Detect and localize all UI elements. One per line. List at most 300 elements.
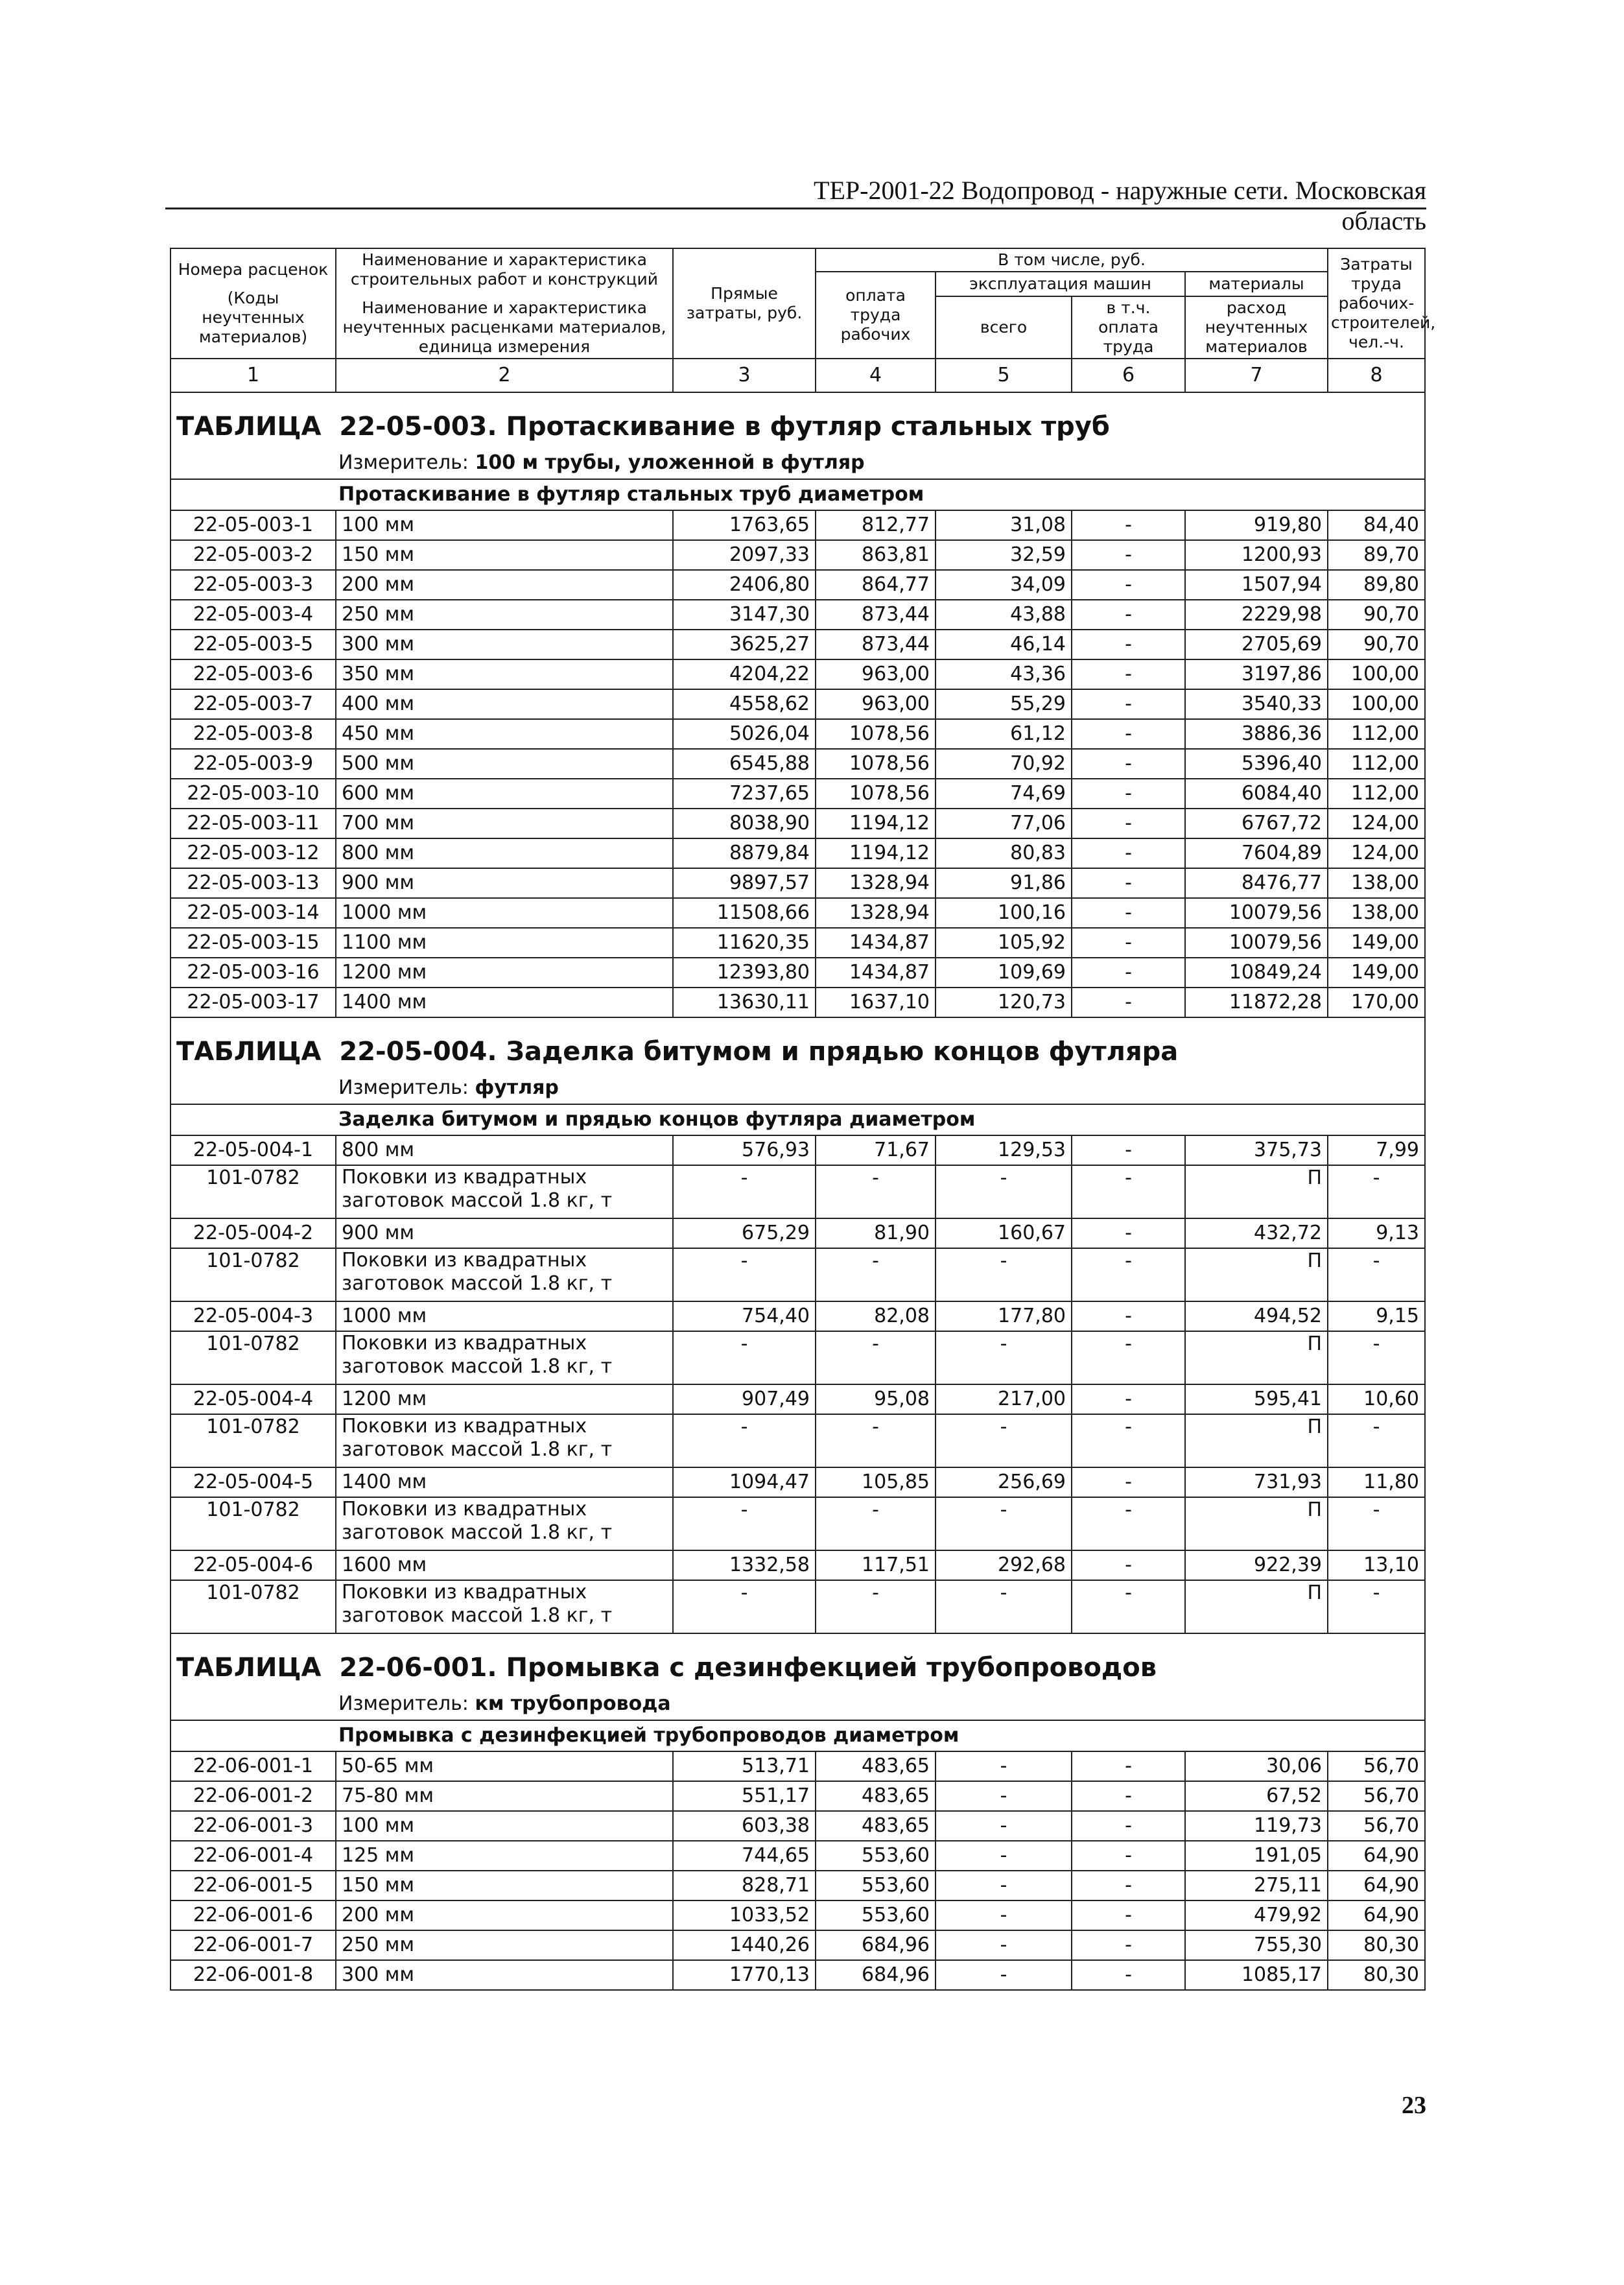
labor-cost: - [816,1414,936,1467]
materials-cost: П [1185,1331,1328,1384]
rate-code: 22-05-004-1 [171,1135,336,1165]
labor-hours: 138,00 [1328,898,1425,928]
table-row [171,809,1425,838]
labor-hours: 11,80 [1328,1467,1425,1497]
machine-labor-cost: - [1072,898,1185,928]
labor-hours: 100,00 [1328,659,1425,689]
direct-cost: 1094,47 [673,1467,816,1497]
labor-cost: 483,65 [816,1781,936,1811]
labor-cost: 873,44 [816,600,936,630]
materials-cost: П [1185,1165,1328,1218]
labor-hours: - [1328,1580,1425,1633]
labor-cost: 553,60 [816,1841,936,1871]
labor-hours: 9,15 [1328,1301,1425,1331]
column-number: 2 [336,359,673,392]
work-name: Поковки из квадратных заготовок массой 1.8 кг, т [336,1497,673,1550]
machine-cost: 109,69 [936,958,1072,988]
col7-header: расход неучтенных материалов [1185,296,1328,359]
machine-labor-cost: - [1072,570,1185,600]
machine-labor-cost: - [1072,1580,1185,1633]
labor-hours: 64,90 [1328,1871,1425,1900]
machine-labor-cost: - [1072,630,1185,659]
table-title-code: 22-05-004. [339,1037,497,1067]
rate-code: 22-05-003-4 [171,600,336,630]
rate-code: 22-05-003-9 [171,749,336,779]
table-row [171,659,1425,689]
col6-header: в т.ч. оплата труда [1072,296,1185,359]
machine-cost: 34,09 [936,570,1072,600]
work-name: 1600 мм [336,1550,673,1580]
rate-code: 101-0782 [171,1248,336,1301]
rate-code: 22-05-004-3 [171,1301,336,1331]
direct-cost: - [673,1248,816,1301]
labor-cost: 1194,12 [816,809,936,838]
rate-code: 22-05-004-6 [171,1550,336,1580]
table-row [171,1414,1425,1467]
table-row [171,838,1425,868]
machine-cost: - [936,1781,1072,1811]
materials-cost: 6767,72 [1185,809,1328,838]
labor-cost: 963,00 [816,659,936,689]
materials-cost: П [1185,1580,1328,1633]
labor-cost: 71,67 [816,1135,936,1165]
section-subtitle: Протаскивание в футляр стальных труб диаметром [171,479,1425,510]
table-title-text: Заделка битумом и прядью концов футляра [506,1037,1179,1067]
direct-cost: 1033,52 [673,1900,816,1930]
materials-cost: 6084,40 [1185,779,1328,809]
table-row [171,510,1425,540]
materials-cost: 67,52 [1185,1781,1328,1811]
work-name: 1000 мм [336,1301,673,1331]
work-name: 1400 мм [336,1467,673,1497]
materials-cost: 3540,33 [1185,689,1328,719]
work-name: 50-65 мм [336,1751,673,1781]
labor-hours: 56,70 [1328,1751,1425,1781]
labor-cost: 117,51 [816,1550,936,1580]
subtitle-row [171,1720,1425,1751]
rate-code: 22-05-003-15 [171,928,336,958]
materials-cost: 1507,94 [1185,570,1328,600]
table-row [171,1930,1425,1960]
work-name: 500 мм [336,749,673,779]
page-number: 23 [1402,2092,1426,2119]
materials-cost: П [1185,1248,1328,1301]
rates-table [170,248,1436,1991]
labor-hours: 138,00 [1328,868,1425,898]
materials-cost: 10849,24 [1185,958,1328,988]
direct-cost: - [673,1414,816,1467]
machine-labor-cost: - [1072,1960,1185,1990]
direct-cost: 8879,84 [673,838,816,868]
table-row [171,988,1425,1017]
rate-code: 22-05-003-10 [171,779,336,809]
labor-cost: 105,85 [816,1467,936,1497]
rate-code: 22-05-003-8 [171,719,336,749]
machine-cost: 80,83 [936,838,1072,868]
table-title-row [171,1017,1425,1072]
work-name: Поковки из квадратных заготовок массой 1.8 кг, т [336,1331,673,1384]
machine-cost: - [936,1871,1072,1900]
labor-hours: 56,70 [1328,1811,1425,1841]
machine-labor-cost: - [1072,540,1185,570]
col1-bottom: (Коды неучтенных материалов) [198,289,308,346]
direct-cost: - [673,1165,816,1218]
meter-value: футляр [475,1076,559,1099]
machine-cost: - [936,1248,1072,1301]
machine-labor-cost: - [1072,1384,1185,1414]
machine-labor-cost: - [1072,659,1185,689]
labor-hours: - [1328,1165,1425,1218]
work-name: 1000 мм [336,898,673,928]
table-row [171,868,1425,898]
materials-cost: 30,06 [1185,1751,1328,1781]
table-title-prefix: ТАБЛИЦА [176,1653,322,1683]
work-name: Поковки из квадратных заготовок массой 1.8 кг, т [336,1414,673,1467]
labor-hours: 9,13 [1328,1218,1425,1248]
work-name: 100 мм [336,1811,673,1841]
machine-labor-cost: - [1072,1248,1185,1301]
machine-cost: 100,16 [936,898,1072,928]
column-number: 8 [1328,359,1425,392]
labor-hours: 112,00 [1328,779,1425,809]
machines-header: эксплуатация машин [936,272,1185,296]
materials-cost: 432,72 [1185,1218,1328,1248]
table-row [171,1900,1425,1930]
work-name: 700 мм [336,809,673,838]
labor-cost: - [816,1580,936,1633]
direct-cost: 8038,90 [673,809,816,838]
table-title-row [171,392,1425,447]
subtitle-row [171,1104,1425,1135]
direct-cost: 2097,33 [673,540,816,570]
direct-cost: 1332,58 [673,1550,816,1580]
table-title-prefix: ТАБЛИЦА [176,412,322,442]
rate-code: 22-05-003-3 [171,570,336,600]
table-title-code: 22-06-001. [339,1653,497,1683]
labor-cost: 1434,87 [816,958,936,988]
rate-code: 101-0782 [171,1331,336,1384]
rate-code: 22-06-001-7 [171,1930,336,1960]
work-name: Поковки из квадратных заготовок массой 1.8 кг, т [336,1580,673,1633]
direct-cost: 907,49 [673,1384,816,1414]
materials-cost: 2705,69 [1185,630,1328,659]
labor-hours: 170,00 [1328,988,1425,1017]
labor-cost: - [816,1165,936,1218]
work-name: 900 мм [336,868,673,898]
machine-cost: 160,67 [936,1218,1072,1248]
labor-cost: 1637,10 [816,988,936,1017]
section-subtitle: Заделка битумом и прядью концов футляра диаметром [171,1104,1425,1135]
machine-labor-cost: - [1072,1930,1185,1960]
direct-cost: 5026,04 [673,719,816,749]
materials-cost: 11872,28 [1185,988,1328,1017]
materials-cost: 479,92 [1185,1900,1328,1930]
direct-cost: 675,29 [673,1218,816,1248]
direct-cost: 603,38 [673,1811,816,1841]
rate-code: 22-05-003-11 [171,809,336,838]
materials-cost: 10079,56 [1185,898,1328,928]
machine-cost: 32,59 [936,540,1072,570]
column-number-row [171,359,1425,392]
labor-hours: - [1328,1497,1425,1550]
machine-labor-cost: - [1072,689,1185,719]
direct-cost: 13630,11 [673,988,816,1017]
labor-hours: 80,30 [1328,1930,1425,1960]
table-row [171,928,1425,958]
meter-row [171,1072,1425,1104]
work-name: 150 мм [336,540,673,570]
col1-top: Номера расценок [178,260,329,279]
machine-cost: - [936,1331,1072,1384]
table-row [171,1550,1425,1580]
materials-cost: 755,30 [1185,1930,1328,1960]
machine-cost: 256,69 [936,1467,1072,1497]
machine-cost: 31,08 [936,510,1072,540]
table-header [171,248,1436,392]
materials-cost: 275,11 [1185,1871,1328,1900]
work-name: Поковки из квадратных заготовок массой 1.8 кг, т [336,1165,673,1218]
meter-value: 100 м трубы, уложенной в футляр [475,451,865,474]
column-number: 3 [673,359,816,392]
table-row [171,540,1425,570]
labor-cost: 1078,56 [816,749,936,779]
machine-labor-cost: - [1072,1811,1185,1841]
rate-code: 22-06-001-1 [171,1751,336,1781]
machine-labor-cost: - [1072,1135,1185,1165]
machine-cost: 43,88 [936,600,1072,630]
machine-cost: 105,92 [936,928,1072,958]
direct-cost: - [673,1331,816,1384]
materials-cost: 595,41 [1185,1384,1328,1414]
direct-cost: 3147,30 [673,600,816,630]
direct-cost: 551,17 [673,1781,816,1811]
materials-cost: 494,52 [1185,1301,1328,1331]
rate-code: 22-06-001-5 [171,1871,336,1900]
table-title-row [171,1633,1425,1688]
work-name: 800 мм [336,838,673,868]
work-name: 350 мм [336,659,673,689]
work-name: 200 мм [336,570,673,600]
column-number: 6 [1072,359,1185,392]
labor-cost: 963,00 [816,689,936,719]
table-title-text: Протаскивание в футляр стальных труб [506,412,1110,442]
labor-hours: 56,70 [1328,1781,1425,1811]
rate-code: 22-05-004-2 [171,1218,336,1248]
work-name: 200 мм [336,1900,673,1930]
table-row [171,749,1425,779]
meter-label: Измеритель: [338,1692,469,1715]
labor-cost: 1078,56 [816,719,936,749]
table-row [171,779,1425,809]
rate-code: 22-06-001-8 [171,1960,336,1990]
rate-code: 22-05-004-5 [171,1467,336,1497]
machine-labor-cost: - [1072,958,1185,988]
col2-header [336,248,673,359]
materials-cost: 8476,77 [1185,868,1328,898]
materials-cost: 5396,40 [1185,749,1328,779]
labor-hours: 89,80 [1328,570,1425,600]
machine-cost: - [936,1497,1072,1550]
rate-code: 101-0782 [171,1580,336,1633]
materials-cost: П [1185,1414,1328,1467]
rate-code: 22-06-001-3 [171,1811,336,1841]
machine-labor-cost: - [1072,1467,1185,1497]
rate-code: 22-05-003-12 [171,838,336,868]
labor-hours: 80,30 [1328,1960,1425,1990]
table-title-text: Промывка с дезинфекцией трубопроводов [506,1653,1157,1683]
machine-cost: - [936,1580,1072,1633]
direct-cost: 11620,35 [673,928,816,958]
machine-labor-cost: - [1072,1414,1185,1467]
labor-hours: 90,70 [1328,630,1425,659]
machine-cost: 70,92 [936,749,1072,779]
machine-labor-cost: - [1072,779,1185,809]
labor-cost: 684,96 [816,1930,936,1960]
table-row [171,1871,1425,1900]
machine-labor-cost: - [1072,749,1185,779]
direct-cost: 744,65 [673,1841,816,1871]
machine-labor-cost: - [1072,1751,1185,1781]
machine-cost: - [936,1900,1072,1930]
labor-cost: 873,44 [816,630,936,659]
machine-cost: - [936,1930,1072,1960]
labor-hours: 90,70 [1328,600,1425,630]
rate-code: 22-05-003-1 [171,510,336,540]
direct-cost: 576,93 [673,1135,816,1165]
materials-cost: 1200,93 [1185,540,1328,570]
col8-header: Затраты труда рабочих-строителей, чел.-ч. [1328,248,1425,359]
machine-labor-cost: - [1072,1165,1185,1218]
work-name: 250 мм [336,600,673,630]
labor-hours: - [1328,1331,1425,1384]
materials-cost: 1085,17 [1185,1960,1328,1990]
labor-hours: 13,10 [1328,1550,1425,1580]
direct-cost: 828,71 [673,1871,816,1900]
labor-cost: 1328,94 [816,898,936,928]
direct-cost: 6545,88 [673,749,816,779]
machine-labor-cost: - [1072,600,1185,630]
work-name: 450 мм [336,719,673,749]
table-row [171,1781,1425,1811]
labor-cost: - [816,1248,936,1301]
labor-cost: 95,08 [816,1384,936,1414]
rate-code: 22-05-003-5 [171,630,336,659]
labor-hours: 124,00 [1328,809,1425,838]
table-row [171,1467,1425,1497]
table-row [171,1580,1425,1633]
table-row [171,1165,1425,1218]
labor-cost: 553,60 [816,1871,936,1900]
labor-cost: 81,90 [816,1218,936,1248]
labor-hours: 149,00 [1328,928,1425,958]
labor-cost: 1434,87 [816,928,936,958]
labor-hours: 10,60 [1328,1384,1425,1414]
machine-labor-cost: - [1072,1331,1185,1384]
labor-cost: 1194,12 [816,838,936,868]
work-name: 150 мм [336,1871,673,1900]
materials-cost: 191,05 [1185,1841,1328,1871]
labor-hours: 7,99 [1328,1135,1425,1165]
labor-hours: 64,90 [1328,1900,1425,1930]
table-row [171,1960,1425,1990]
rate-code: 22-05-003-7 [171,689,336,719]
column-number: 4 [816,359,936,392]
subtitle-row [171,479,1425,510]
materials-cost: 375,73 [1185,1135,1328,1165]
table-row [171,1331,1425,1384]
rate-code: 101-0782 [171,1414,336,1467]
rate-code: 101-0782 [171,1165,336,1218]
direct-cost: 513,71 [673,1751,816,1781]
work-name: 1100 мм [336,928,673,958]
direct-cost: 7237,65 [673,779,816,809]
col5-header: всего [936,296,1072,359]
work-name: 125 мм [336,1841,673,1871]
labor-hours: 89,70 [1328,540,1425,570]
machine-cost: - [936,1414,1072,1467]
work-name: 600 мм [336,779,673,809]
machine-cost: - [936,1751,1072,1781]
work-name: 250 мм [336,1930,673,1960]
work-name: 1400 мм [336,988,673,1017]
machine-cost: - [936,1841,1072,1871]
materials-header: материалы [1185,272,1328,296]
rate-code: 101-0782 [171,1497,336,1550]
meter-label: Измеритель: [338,451,469,474]
materials-cost: 919,80 [1185,510,1328,540]
materials-cost: 10079,56 [1185,928,1328,958]
direct-cost: 2406,80 [673,570,816,600]
rate-code: 22-06-001-6 [171,1900,336,1930]
machine-labor-cost: - [1072,1871,1185,1900]
table-row [171,689,1425,719]
col1-header [171,248,336,359]
direct-cost: 4558,62 [673,689,816,719]
column-number: 7 [1185,359,1328,392]
machine-labor-cost: - [1072,1900,1185,1930]
work-name: 400 мм [336,689,673,719]
direct-cost: 754,40 [673,1301,816,1331]
materials-cost: 3886,36 [1185,719,1328,749]
labor-cost: 82,08 [816,1301,936,1331]
table-row [171,1841,1425,1871]
labor-cost: 863,81 [816,540,936,570]
table-row [171,719,1425,749]
table-title-prefix: ТАБЛИЦА [176,1037,322,1067]
col2-top: Наименование и характеристика строительных работ и конструкций [350,250,659,289]
column-number: 5 [936,359,1072,392]
labor-cost: - [816,1331,936,1384]
table-row [171,898,1425,928]
col3-header: Прямые затраты, руб. [673,248,816,359]
table-body [171,392,1425,1990]
direct-cost: 11508,66 [673,898,816,928]
labor-hours: 112,00 [1328,749,1425,779]
materials-cost: 3197,86 [1185,659,1328,689]
meter-value: км трубопровода [475,1692,671,1715]
rate-code: 22-05-003-6 [171,659,336,689]
machine-labor-cost: - [1072,1841,1185,1871]
work-name: 1200 мм [336,1384,673,1414]
table-row [171,630,1425,659]
rate-code: 22-06-001-2 [171,1781,336,1811]
machine-labor-cost: - [1072,988,1185,1017]
table-row [171,1135,1425,1165]
labor-hours: - [1328,1414,1425,1467]
machine-labor-cost: - [1072,1497,1185,1550]
direct-cost: 1770,13 [673,1960,816,1990]
machine-cost: 77,06 [936,809,1072,838]
